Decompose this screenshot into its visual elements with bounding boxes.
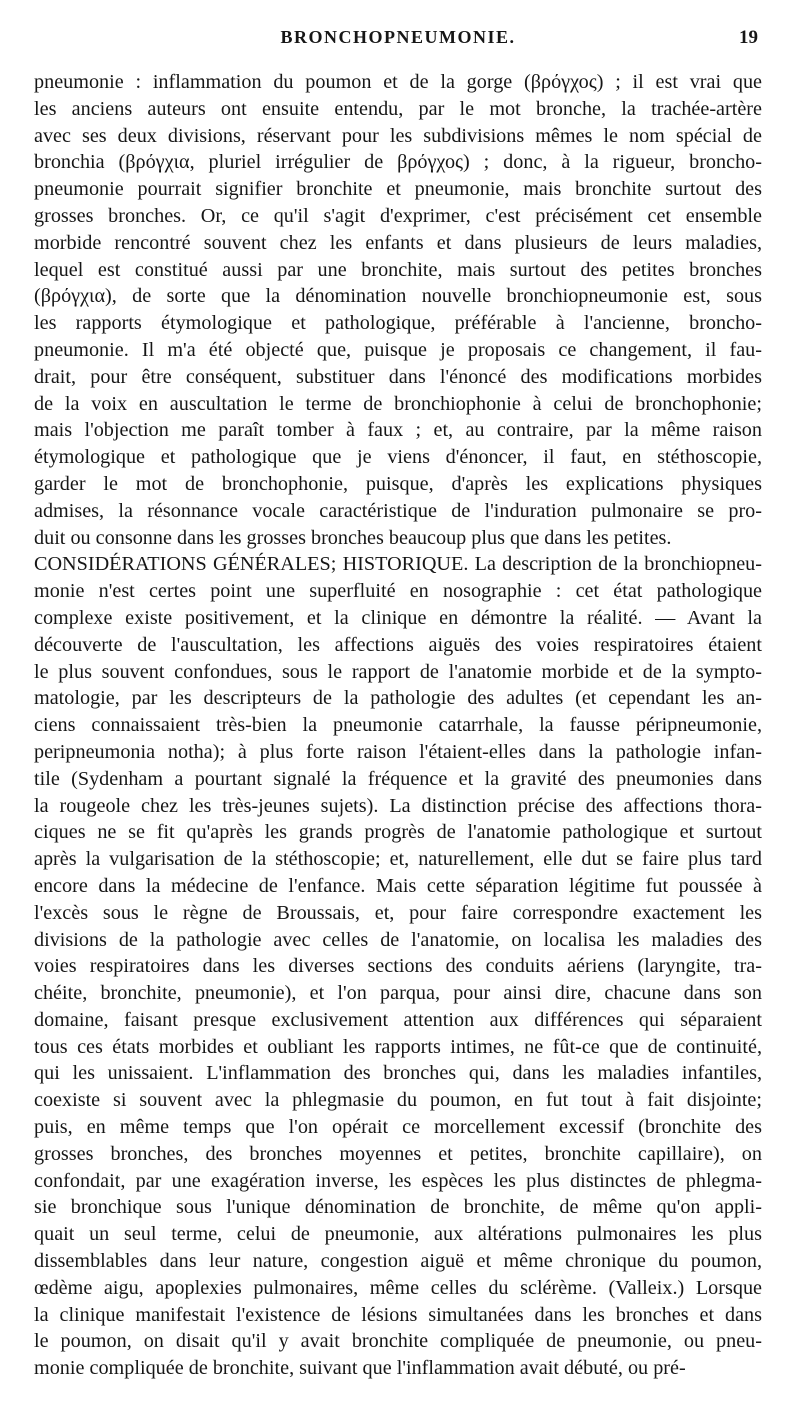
text-line: bronchia (βρόγχια, pluriel irrégulier de βρόγχος) ; donc, à la rigueur, broncho- [34, 151, 762, 174]
body-text [34, 69, 762, 1382]
text-line: mais l'objection me paraît tomber à faux ; et, au contraire, par la même raison [34, 419, 762, 442]
text-line: les rapports étymologique et pathologique, préférable à l'ancienne, broncho- [34, 312, 762, 335]
text-line: complexe existe positivement, et la clinique en démontre la réalité. — Avant la [34, 606, 762, 629]
text-line: quait un seul terme, celui de pneumonie, aux altérations pulmonaires les plus [34, 1223, 762, 1246]
text-line: la clinique manifestait l'existence de lésions simultanées dans les bronches et dans [34, 1303, 762, 1326]
text-line: coexiste si souvent avec la phlegmasie du poumon, en fut tout à fait disjointe; [34, 1089, 762, 1112]
text-line: grosses bronches. Or, ce qu'il s'agit d'exprimer, c'est précisément cet ensemble [34, 204, 762, 227]
text-line: ciens connaissaient très-bien la pneumonie catarrhale, la fausse péripneumonie, [34, 714, 762, 737]
text-line: lequel est constitué aussi par une bronchite, mais surtout des petites bronches [34, 258, 762, 281]
text-line: monie n'est certes point une superfluité en nosographie : cet état pathologique [34, 580, 762, 603]
text-line: (βρόγχια), de sorte que la dénomination nouvelle bronchiopneumonie est, sous [34, 285, 762, 308]
text-line: duit ou consonne dans les grosses bronches beaucoup plus que dans les petites. [34, 526, 672, 549]
text-line: ciques ne se fit qu'après les grands progrès de l'anatomie pathologique et surtout [34, 821, 762, 844]
text-line: le plus souvent confondues, sous le rapport de l'anatomie morbide et de la sympto- [34, 660, 762, 683]
text-line: étymologique et pathologique que je viens d'énoncer, il faut, en stéthoscopie, [34, 446, 762, 469]
text-line: l'excès sous le règne de Broussais, et, pour faire correspondre exactement les [34, 901, 762, 924]
text-line: voies respiratoires dans les diverses sections des conduits aériens (laryngite, tra- [34, 955, 762, 978]
text-line: chéite, bronchite, pneumonie), et l'on parqua, pour ainsi dire, chacune dans son [34, 982, 762, 1005]
text-line: confondait, par une exagération inverse, les espèces les plus distinctes de phlegma- [34, 1169, 762, 1192]
text-line: domaine, faisant presque exclusivement attention aux différences qui séparaient [34, 1008, 762, 1031]
text-line: divisions de la pathologie avec celles de l'anatomie, on localisa les maladies des [34, 928, 762, 951]
text-line: monie compliquée de bronchite, suivant que l'inflammation avait débuté, ou pré- [34, 1357, 686, 1380]
text-line: de la voix en auscultation le terme de bronchiophonie à celui de bronchophonie; [34, 392, 762, 415]
text-line: dissemblables dans leur nature, congestion aiguë et même chronique du poumon, [34, 1250, 762, 1273]
text-line: sie bronchique sous l'unique dénomination de bronchite, de même qu'on appli- [34, 1196, 762, 1219]
text-line: le poumon, on disait qu'il y avait bronchite compliquée de pneumonie, ou pneu- [34, 1330, 762, 1353]
text-line: avec ses deux divisions, réservant pour les subdivisions mêmes le nom spécial de [34, 124, 762, 147]
text-line: tous ces états morbides et oubliant les rapports intimes, ne fût-ce que de continuité, [34, 1035, 762, 1058]
text-line: peripneumonia notha); à plus forte raison l'étaient-elles dans la pathologie infan- [34, 740, 762, 763]
text-line: CONSIDÉRATIONS GÉNÉRALES; HISTORIQUE. La description de la bronchiopneu- [34, 553, 762, 576]
text-line: la rougeole chez les très-jeunes sujets). La distinction précise des affections thora- [34, 794, 762, 817]
text-line: admises, la résonnance vocale caractéristique de l'induration pulmonaire se pro- [34, 499, 762, 522]
text-line: découverte de l'auscultation, les affections aiguës des voies respiratoires étaient [34, 633, 762, 656]
text-line: pneumonie. Il m'a été objecté que, puisque je proposais ce changement, il fau- [34, 338, 762, 361]
text-line: morbide rencontré souvent chez les enfants et dans plusieurs de leurs maladies, [34, 231, 762, 254]
text-line: matologie, par les descripteurs de la pathologie des adultes (et cependant les an- [34, 687, 762, 710]
text-line: pneumonie : inflammation du poumon et de la gorge (βρόγχος) ; il est vrai que [34, 71, 762, 93]
text-line: puis, en même temps que l'on opérait ce morcellement excessif (bronchite des [34, 1116, 762, 1139]
text-line: après la vulgarisation de la stéthoscopie; et, naturellement, elle dut se faire plus tard [34, 848, 762, 871]
page-header [34, 27, 762, 55]
text-line: qui les unissaient. L'inflammation des bronches qui, dans les maladies infantiles, [34, 1062, 762, 1085]
text-line: œdème aigu, apoplexies pulmonaires, même celles du sclérème. (Valleix.) Lorsque [34, 1276, 762, 1299]
text-line: grosses bronches, des bronches moyennes et petites, bronchite capillaire), on [34, 1142, 762, 1165]
text-line: encore dans la médecine de l'enfance. Mais cette séparation légitime fut poussée à [34, 874, 762, 897]
text-line: pneumonie pourrait signifier bronchite et pneumonie, mais bronchite surtout des [34, 178, 762, 201]
text-line: les anciens auteurs ont ensuite entendu, par le mot bronche, la trachée-artère [34, 97, 762, 120]
text-line: garder le mot de bronchophonie, puisque, d'après les explications physiques [34, 472, 762, 495]
page-number: 19 [739, 27, 758, 48]
text-line: tile (Sydenham a pourtant signalé la fréquence et la gravité des pneumonies dans [34, 767, 762, 790]
text-line: drait, pour être conséquent, substituer dans l'énoncé des modifications morbides [34, 365, 762, 388]
running-head: BRONCHOPNEUMONIE. [280, 27, 516, 47]
